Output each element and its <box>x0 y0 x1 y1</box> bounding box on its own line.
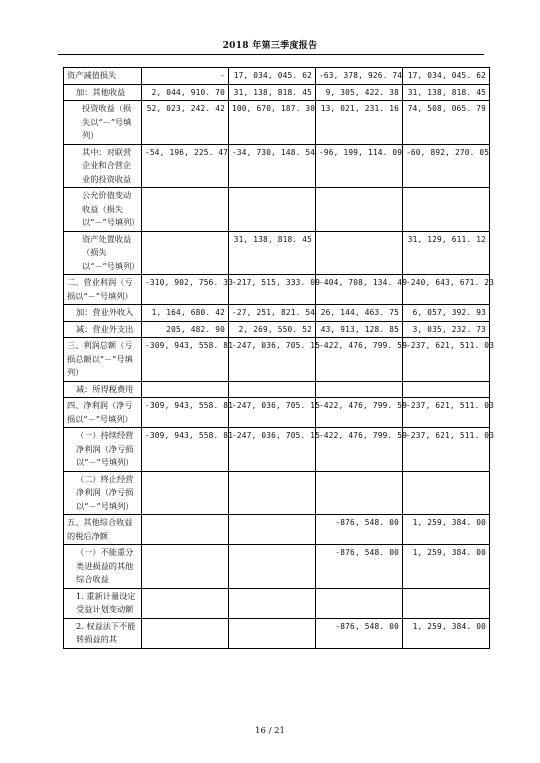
row-label: 二、营业利润（亏损以“－”号填列） <box>64 275 142 305</box>
table-row <box>64 305 490 322</box>
value-cell-col4: 31, 129, 611. 12 <box>403 231 490 275</box>
value-cell-col1 <box>142 588 229 618</box>
row-label: （二）终止经营净利润（净亏损以“－”号填列） <box>64 471 142 515</box>
value-cell-col3: -876, 548. 00 <box>316 618 403 648</box>
value-cell-col1 <box>142 471 229 515</box>
row-label: 五、其他综合收益的税后净额 <box>64 515 142 545</box>
value-cell-col4: 31, 138, 818. 45 <box>403 84 490 101</box>
table-row <box>64 428 490 472</box>
value-cell-col1: 1, 164, 680. 42 <box>142 305 229 322</box>
value-cell-col1 <box>142 545 229 589</box>
value-cell-col2 <box>229 515 316 545</box>
table-row <box>64 188 490 232</box>
value-cell-col2 <box>229 471 316 515</box>
value-cell-col3 <box>316 588 403 618</box>
value-cell-col1: 205, 482. 90 <box>142 321 229 338</box>
value-cell-col1: 2, 044, 910. 70 <box>142 84 229 101</box>
value-cell-col1 <box>142 515 229 545</box>
value-cell-col2 <box>229 188 316 232</box>
row-label: 其中：对联营企业和合营企业的投资收益 <box>64 144 142 188</box>
value-cell-col3: -63, 378, 926. 74 <box>316 68 403 85</box>
value-cell-col2: -34, 730, 148. 54 <box>229 144 316 188</box>
row-label: 1. 重新计量设定受益计划变动额 <box>64 588 142 618</box>
value-cell-col3: 26, 144, 463. 75 <box>316 305 403 322</box>
table-row <box>64 398 490 428</box>
value-cell-col1 <box>142 188 229 232</box>
row-label: 三、利润总额（亏损总额以“－”号填列） <box>64 338 142 382</box>
value-cell-col2: 17, 034, 045. 62 <box>229 68 316 85</box>
value-cell-col1 <box>142 231 229 275</box>
income-statement-table <box>63 67 495 649</box>
table-row <box>64 144 490 188</box>
value-cell-col4: 17, 034, 045. 62 <box>403 68 490 85</box>
value-cell-col4: 1, 259, 384. 00 <box>403 618 490 648</box>
value-cell-col2: -247, 036, 705. 15 <box>229 338 316 382</box>
value-cell-col3: -876, 548. 00 <box>316 515 403 545</box>
value-cell-col4: 6, 057, 392. 93 <box>403 305 490 322</box>
value-cell-col3: -876, 548. 00 <box>316 545 403 589</box>
table-row <box>64 338 490 382</box>
value-cell-col4: 1, 259, 384. 00 <box>403 545 490 589</box>
table-row <box>64 471 490 515</box>
value-cell-col4 <box>403 588 490 618</box>
value-cell-col3: 9, 305, 422. 38 <box>316 84 403 101</box>
value-cell-col1: -54, 196, 225. 47 <box>142 144 229 188</box>
value-cell-col3: -422, 476, 799. 59 <box>316 428 403 472</box>
value-cell-col4 <box>403 381 490 398</box>
value-cell-col1: -309, 943, 558. 81 <box>142 338 229 382</box>
value-cell-col4: 3, 035, 232. 73 <box>403 321 490 338</box>
table-row <box>64 231 490 275</box>
table-row <box>64 618 490 648</box>
row-label: 减：营业外支出 <box>64 321 142 338</box>
value-cell-col3: -404, 708, 134. 49 <box>316 275 403 305</box>
report-header-title: 2018 年第三季度报告 <box>222 41 318 51</box>
table-row <box>64 381 490 398</box>
value-cell-col4 <box>403 471 490 515</box>
row-label: （一）持续经营净利润（净亏损以“－”号填列） <box>64 428 142 472</box>
value-cell-col4: 74, 508, 065. 79 <box>403 101 490 145</box>
value-cell-col4: -60, 892, 270. 05 <box>403 144 490 188</box>
value-cell-col3: 43, 913, 128. 85 <box>316 321 403 338</box>
value-cell-col2: -247, 036, 705. 15 <box>229 398 316 428</box>
value-cell-col4: -237, 621, 511. 03 <box>403 428 490 472</box>
value-cell-col3 <box>316 231 403 275</box>
row-label: 资产处置收益（损失以“－”号填列） <box>64 231 142 275</box>
row-label: 减：所得税费用 <box>64 381 142 398</box>
value-cell-col1 <box>142 381 229 398</box>
value-cell-col3 <box>316 471 403 515</box>
page-number: 16 / 21 <box>255 726 285 736</box>
value-cell-col2 <box>229 381 316 398</box>
table-row <box>64 68 490 85</box>
value-cell-col2: 31, 138, 818. 45 <box>229 84 316 101</box>
value-cell-col4: 1, 259, 384. 00 <box>403 515 490 545</box>
table-row <box>64 545 490 589</box>
value-cell-col1: 52, 023, 242. 42 <box>142 101 229 145</box>
value-cell-col1: -309, 943, 558. 81 <box>142 398 229 428</box>
value-cell-col3: -422, 476, 799. 59 <box>316 398 403 428</box>
value-cell-col2: 31, 138, 818. 45 <box>229 231 316 275</box>
row-label: 2. 权益法下不能转损益的其 <box>64 618 142 648</box>
value-cell-col3 <box>316 381 403 398</box>
value-cell-col1: -310, 902, 756. 33 <box>142 275 229 305</box>
value-cell-col4: -240, 643, 671. 23 <box>403 275 490 305</box>
row-label: 四、净利润（净亏损以“－”号填列） <box>64 398 142 428</box>
table-row <box>64 275 490 305</box>
value-cell-col3: -96, 199, 114. 09 <box>316 144 403 188</box>
value-cell-col2 <box>229 618 316 648</box>
value-cell-col2: -217, 515, 333. 09 <box>229 275 316 305</box>
value-cell-col3: -422, 476, 799. 59 <box>316 338 403 382</box>
header-divider <box>58 54 484 55</box>
value-cell-col1: -309, 943, 558. 81 <box>142 428 229 472</box>
value-cell-col2: 100, 670, 187. 30 <box>229 101 316 145</box>
row-label: 加：其他收益 <box>64 84 142 101</box>
value-cell-col2: 2, 269, 550. 52 <box>229 321 316 338</box>
row-label: 资产减值损失 <box>64 68 142 85</box>
table-row <box>64 84 490 101</box>
value-cell-col3 <box>316 188 403 232</box>
value-cell-col4: -237, 621, 511. 03 <box>403 398 490 428</box>
row-label: （一）不能重分类进损益的其他综合收益 <box>64 545 142 589</box>
table-row <box>64 101 490 145</box>
value-cell-col3: 13, 021, 231. 16 <box>316 101 403 145</box>
value-cell-col2 <box>229 545 316 589</box>
row-label: 公允价值变动收益（损失以“－”号填列） <box>64 188 142 232</box>
value-cell-col2: -247, 036, 705. 15 <box>229 428 316 472</box>
value-cell-col4: -237, 621, 511. 03 <box>403 338 490 382</box>
value-cell-col4 <box>403 188 490 232</box>
table-row <box>64 588 490 618</box>
value-cell-col2 <box>229 588 316 618</box>
row-label: 投资收益（损失以“－”号填列） <box>64 101 142 145</box>
value-cell-col2: -27, 251, 821. 54 <box>229 305 316 322</box>
row-label: 加：营业外收入 <box>64 305 142 322</box>
value-cell-col1: - <box>142 68 229 85</box>
value-cell-col1 <box>142 618 229 648</box>
table-row <box>64 321 490 338</box>
table-row <box>64 515 490 545</box>
